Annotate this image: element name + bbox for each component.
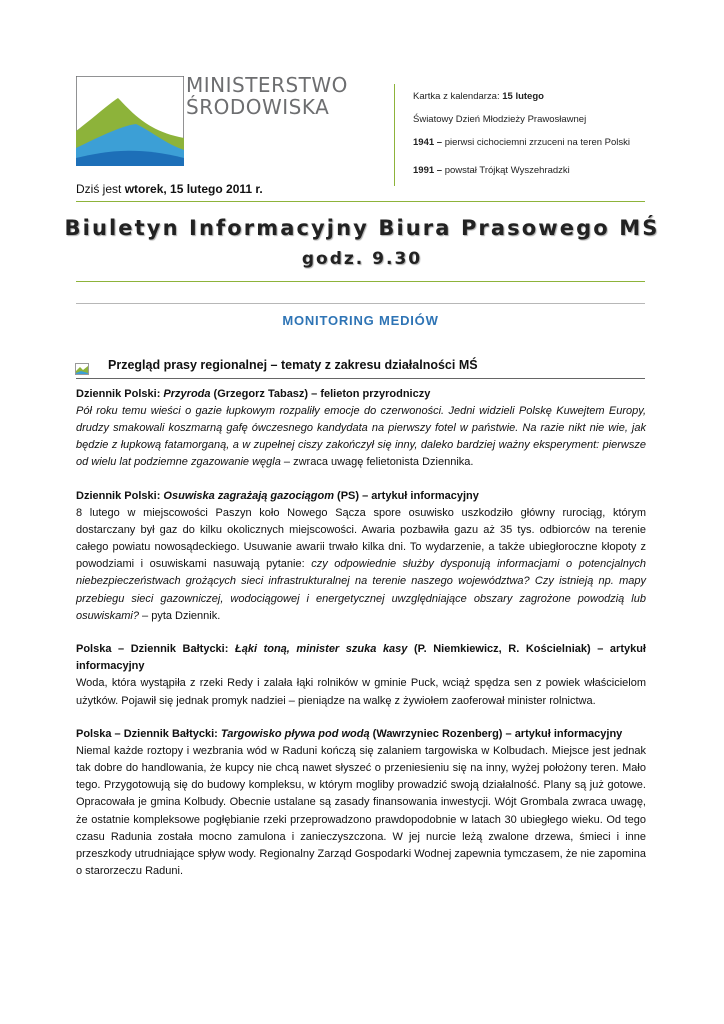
article-source: Dziennik Polski: bbox=[76, 388, 164, 400]
today-prefix: Dziś jest bbox=[76, 182, 122, 196]
calendar-item-text: pierwsi cichociemni zrzuceni na teren Polski bbox=[442, 137, 631, 148]
article-body bbox=[76, 675, 646, 709]
section-heading: MONITORING MEDIÓW bbox=[282, 313, 439, 328]
article-body-segment: czy odpowiednie służby dysponują informacjami o potencjalnych niebezpieczeństwach grożących sieci infrastrukturalnej na terenie naszego województwa? Czy istnieją np. mapy przebiegu sieci gazowniczej, wodociągowej i energetycznej uwzględniające obszary zagrożone powodzią lub osuwiskami? bbox=[76, 558, 646, 622]
article-header bbox=[76, 726, 646, 743]
article-body bbox=[76, 743, 646, 880]
article-source: Dziennik Polski: bbox=[76, 489, 164, 502]
article-meta: (P. Niemkiewicz, R. Kościelniak) – artykuł informacyjny bbox=[76, 643, 646, 673]
logo-line-1: MINISTERSTWO bbox=[186, 73, 348, 97]
article-body-segment: Woda, która wystąpiła z rzeki Redy i zalała łąki rolników w gminie Puck, wciąż spędza sen z powiek właścicielom użytków. Pojawił się jednak promyk nadziei – pieniądze na walkę z żywiołem zaoferował minister rolnictwa. bbox=[76, 677, 646, 707]
article-body bbox=[76, 505, 646, 625]
article-body-segment: – pyta Dziennik. bbox=[138, 609, 221, 622]
article-body bbox=[76, 403, 646, 471]
header-divider-vertical bbox=[394, 84, 395, 186]
article-item bbox=[76, 641, 646, 709]
article-body-segment: Pół roku temu wieści o gazie łupkowym rozpaliły emocje do czerwoności. Jedni widzieli Polskę Kuwejtem Europy, drudzy smakowali koszmarną gafę ówczesnego kandydata na pierwszy fotel w państwie. Na razie nikt nie wie, jak będzie z łupkową fatamorganą, a w zupełnej ciszy zakończył się inny, daleko bardziej ważny eksperyment: pierwsze od wielu lat podziemne zgazowanie węgla bbox=[76, 405, 646, 469]
article-header bbox=[76, 488, 646, 505]
today-date-line bbox=[76, 182, 263, 196]
article-source: Polska – Dziennik Bałtycki: bbox=[76, 643, 235, 656]
article-title: Osuwiska zagrażają gazociągom bbox=[163, 489, 334, 502]
article-header bbox=[76, 641, 646, 675]
article-body-segment: Niemal każde roztopy i wezbrania wód w Raduni kończą się zalaniem targowiska w Kolbudach. Miejsce jest jednak tak dobre do handlowania, że kupcy nie chcą nawet słyszeć o przeniesieniu się na inny, wyżej położony teren. Mało tego. Przygotowują się do budowy kompleksu, w którym mogliby prowadzić swoją działalność. Plany są już gotowe. Opracowała je gmina Kolbudy. Obecnie ustalane są zasady finansowania inwestycji. Wójt Grombala zwraca uwagę, że ostatnie kompleksowe pogłębianie rzeki przeprowadzono prawdopodobnie w latach 30 ubiegłego wieku. Od tego czasu Radunia została mocno zamulona i zanieczyszczona. W jej nurcie leżą zwalone drzewa, śmieci i inne przeszkody utrudniające spływ wody. Regionalny Zarząd Gospodarki Wodnej zapewnia tymczasem, że nie zapomina o starorzeczu Raduni. bbox=[76, 745, 646, 877]
logo-wordmark bbox=[186, 74, 348, 118]
article-meta: (Wawrzyniec Rozenberg) – artykuł informacyjny bbox=[369, 728, 623, 741]
header-divider bbox=[76, 201, 645, 202]
article-meta: (Grzegorz Tabasz) – felieton przyrodniczy bbox=[210, 388, 431, 400]
article-item bbox=[76, 386, 646, 471]
article-item bbox=[76, 726, 646, 880]
article-source: Polska – Dziennik Bałtycki: bbox=[76, 728, 221, 741]
article-header bbox=[76, 386, 646, 403]
review-icon bbox=[75, 363, 89, 375]
article-body-segment: – zwraca uwagę felietonista Dziennika. bbox=[280, 456, 474, 469]
calendar-item-text: Światowy Dzień Młodzieży Prawosławnej bbox=[413, 114, 587, 125]
calendar-item-year: 1941 – bbox=[413, 137, 443, 148]
calendar-item-year: 1991 – bbox=[413, 165, 443, 176]
calendar-heading bbox=[413, 90, 653, 104]
article-title: Targowisko pływa pod wodą bbox=[220, 728, 370, 741]
review-heading: Przegląd prasy regionalnej – tematy z zakresu działalności MŚ bbox=[108, 358, 478, 372]
calendar-item bbox=[413, 164, 653, 178]
title-divider bbox=[76, 281, 645, 282]
calendar-box bbox=[413, 90, 653, 187]
article-body-segment: 8 lutego w miejscowości Paszyn koło Nowego Sącza spore osuwisko uszkodziło główny rurociąg, którym dostarczany był gaz do kilku okolicznych miejscowości. Awaria pozbawiła gazu aż 35 tys. odbiorców na terenie całego powiatu nowosądeckiego. Usuwanie awarii trwało kilka dni. To wydarzenie, a także ubiegłoroczne kłopoty z powodziami i osuwiskami nasuwają pytanie: bbox=[76, 507, 646, 571]
today-date: wtorek, 15 lutego 2011 r. bbox=[124, 182, 263, 196]
calendar-label: Kartka z kalendarza: bbox=[413, 91, 500, 102]
bulletin-title: Biuletyn Informacyjny Biura Prasowego MŚ bbox=[64, 216, 660, 240]
article-meta: (PS) – artykuł informacyjny bbox=[334, 489, 479, 502]
article-title: Łąki toną, minister szuka kasy bbox=[234, 643, 408, 656]
logo-line-2: ŚRODOWISKA bbox=[186, 95, 330, 119]
calendar-item-text: powstał Trójkąt Wyszehradzki bbox=[442, 165, 570, 176]
articles-list bbox=[76, 386, 646, 896]
article-item bbox=[76, 488, 646, 625]
section-divider bbox=[76, 303, 645, 304]
calendar-item bbox=[413, 136, 653, 150]
calendar-date: 15 lutego bbox=[502, 91, 544, 102]
article-title: Przyroda bbox=[163, 388, 211, 400]
calendar-item bbox=[413, 113, 653, 127]
ministry-logo-icon bbox=[76, 76, 184, 166]
review-divider bbox=[76, 378, 645, 379]
bulletin-subtitle: godz. 9.30 bbox=[301, 249, 423, 269]
